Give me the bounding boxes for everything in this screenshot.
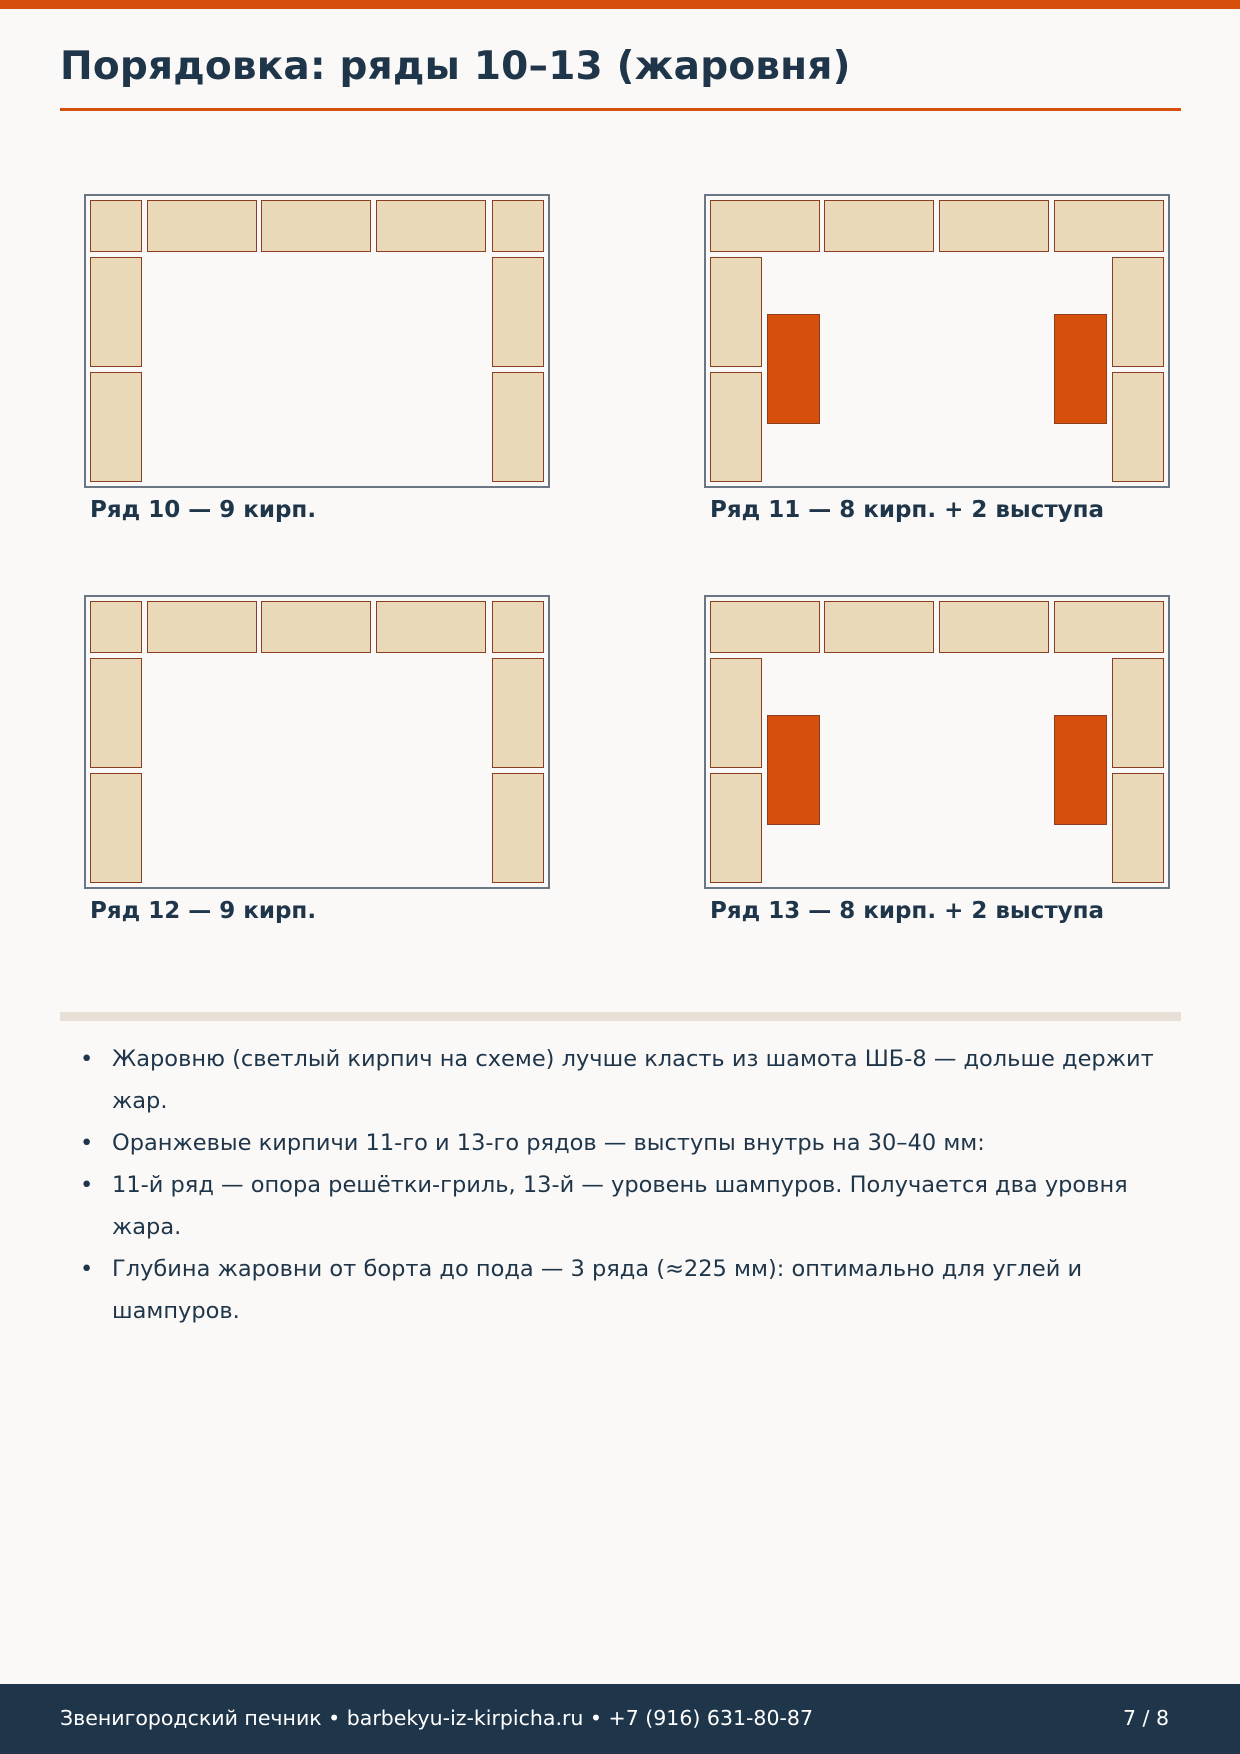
brick	[261, 200, 371, 252]
brick	[90, 773, 142, 883]
brick	[261, 601, 371, 653]
protrusion-brick	[1054, 715, 1107, 825]
protrusion-brick	[767, 314, 820, 424]
brick	[1112, 372, 1164, 482]
bullet-icon: •	[80, 1130, 94, 1156]
note-item	[80, 1164, 1190, 1248]
note-item	[80, 1248, 1190, 1332]
brick	[376, 601, 486, 653]
bullet-icon: •	[80, 1046, 94, 1072]
note-text: Жаровню (светлый кирпич на схеме) лучше класть из шамота ШБ-8 — дольше держит жар.	[112, 1046, 1154, 1114]
brick	[710, 601, 820, 653]
footer-contacts: Звенигородский печник • barbekyu-iz-kirpicha.ru • +7 (916) 631-80-87	[60, 1706, 813, 1730]
brick	[824, 601, 934, 653]
brick	[1112, 257, 1164, 367]
page-number: 7 / 8	[1122, 1706, 1169, 1730]
brick	[710, 773, 762, 883]
notes-list	[80, 1038, 1190, 1332]
brick	[1054, 200, 1164, 252]
brick	[1054, 601, 1164, 653]
scheme-caption: Ряд 12 — 9 кирп.	[90, 898, 317, 924]
brick	[90, 257, 142, 367]
brick	[90, 658, 142, 768]
brick	[710, 658, 762, 768]
note-text: Глубина жаровни от борта до пода — 3 ряда (≈225 мм): оптимально для углей и шампуров.	[112, 1256, 1083, 1324]
footer	[0, 1684, 1240, 1754]
scheme-caption: Ряд 11 — 8 кирп. + 2 выступа	[710, 497, 1105, 523]
note-text: Оранжевые кирпичи 11-го и 13-го рядов — выступы внутрь на 30–40 мм:	[112, 1130, 985, 1156]
brick	[492, 200, 544, 252]
brick	[147, 601, 257, 653]
title-divider	[60, 108, 1181, 111]
protrusion-brick	[767, 715, 820, 825]
brick	[1112, 773, 1164, 883]
brick	[90, 200, 142, 252]
brick	[939, 601, 1049, 653]
bullet-icon: •	[80, 1172, 94, 1198]
notes-divider	[60, 1012, 1181, 1021]
brick	[824, 200, 934, 252]
scheme-caption: Ряд 13 — 8 кирп. + 2 выступа	[710, 898, 1105, 924]
brick	[492, 257, 544, 367]
brick	[376, 200, 486, 252]
note-text: 11-й ряд — опора решётки-гриль, 13-й — уровень шампуров. Получается два уровня жара.	[112, 1172, 1128, 1240]
brick	[939, 200, 1049, 252]
brick	[492, 658, 544, 768]
brick	[710, 257, 762, 367]
note-item	[80, 1038, 1190, 1122]
page-title: Порядовка: ряды 10–13 (жаровня)	[60, 44, 851, 89]
brick	[492, 601, 544, 653]
brick	[147, 200, 257, 252]
brick	[492, 773, 544, 883]
brick	[90, 372, 142, 482]
scheme-caption: Ряд 10 — 9 кирп.	[90, 497, 317, 523]
bullet-icon: •	[80, 1256, 94, 1282]
brick	[710, 372, 762, 482]
brick	[492, 372, 544, 482]
brick	[710, 200, 820, 252]
brick	[1112, 658, 1164, 768]
top-accent-bar	[0, 0, 1240, 9]
brick	[90, 601, 142, 653]
note-item	[80, 1122, 1190, 1164]
protrusion-brick	[1054, 314, 1107, 424]
